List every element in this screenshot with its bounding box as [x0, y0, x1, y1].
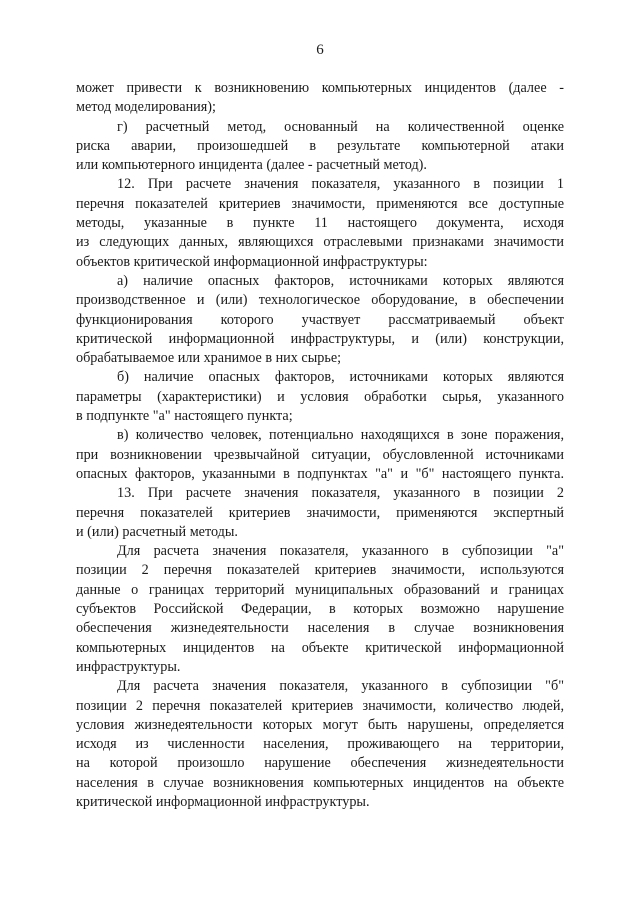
text-line: субъектов Российской Федерации, в которых возможно нарушение: [76, 601, 564, 618]
text-line: г) расчетный метод, основанный на количественной оценке: [117, 118, 564, 135]
text-line: объектов критической информационной инфраструктуры:: [76, 253, 428, 270]
text-line: функционирования которого участвует рассматриваемый объект: [76, 311, 564, 328]
text-line: перечня показателей критериев значимости, применяются все доступные: [76, 195, 564, 212]
text-line: б) наличие опасных факторов, источниками которых являются: [117, 369, 564, 386]
text-line: обрабатываемое или хранимое в них сырье;: [76, 350, 342, 367]
text-line: перечня показателей критериев значимости, применяются экспертный: [76, 504, 564, 521]
text-line: Для расчета значения показателя, указанного в субпозиции "а": [117, 543, 564, 560]
text-line: условия жизнедеятельности которых могут быть нарушены, определяется: [76, 716, 564, 733]
text-line: 12. При расчете значения показателя, указанного в позиции 1: [117, 176, 564, 193]
text-line: позиции 2 перечня показателей критериев значимости, количество людей,: [76, 697, 564, 714]
text-line: производственное и (или) технологическое оборудование, в обеспечении: [76, 292, 564, 309]
text-line: критической информационной инфраструктуры.: [76, 793, 370, 810]
text-line: 13. При расчете значения показателя, указанного в позиции 2: [117, 485, 564, 502]
text-line: обеспечения жизнедеятельности населения в случае возникновения: [76, 620, 564, 637]
text-line: населения в случае возникновения компьютерных инцидентов на объекте: [76, 774, 564, 791]
text-line: параметры (характеристики) и условия обработки сырья, указанного: [76, 388, 564, 405]
text-line: Для расчета значения показателя, указанного в субпозиции "б": [117, 678, 564, 695]
text-line: компьютерных инцидентов на объекте критической информационной: [76, 639, 564, 656]
text-line: метод моделирования);: [76, 99, 216, 116]
text-line: в подпункте "а" настоящего пункта;: [76, 408, 293, 425]
text-line: на которой произошло нарушение обеспечения жизнедеятельности: [76, 755, 564, 772]
text-line: из следующих данных, являющихся отраслевыми признаками значимости: [76, 234, 564, 251]
text-line: может привести к возникновению компьютерных инцидентов (далее -: [76, 80, 564, 96]
text-line: данные о границах территорий муниципальных образований и границах: [76, 581, 564, 598]
text-line: критической информационной инфраструктуры, и (или) конструкции,: [76, 330, 564, 347]
text-line: риска аварии, произошедшей в результате компьютерной атаки: [76, 137, 564, 154]
text-line: а) наличие опасных факторов, источниками которых являются: [117, 272, 564, 289]
text-line: исходя из численности населения, проживающего на территории,: [76, 736, 564, 753]
text-line: методы, указанные в пункте 11 настоящего документа, исходя: [76, 215, 564, 232]
text-line: и (или) расчетный методы.: [76, 523, 238, 540]
text-line: в) количество человек, потенциально находящихся в зоне поражения,: [117, 427, 564, 444]
document-body: [76, 79, 564, 812]
text-line: позиции 2 перечня показателей критериев значимости, используются: [76, 562, 564, 579]
text-line: при возникновении чрезвычайной ситуации, обусловленной источниками: [76, 446, 564, 463]
text-line: инфраструктуры.: [76, 658, 181, 675]
page-number: 6: [316, 42, 324, 58]
text-line: или компьютерного инцидента (далее - расчетный метод).: [76, 157, 427, 174]
text-line: опасных факторов, указанными в подпунктах "а" и "б" настоящего пункта.: [76, 465, 564, 482]
